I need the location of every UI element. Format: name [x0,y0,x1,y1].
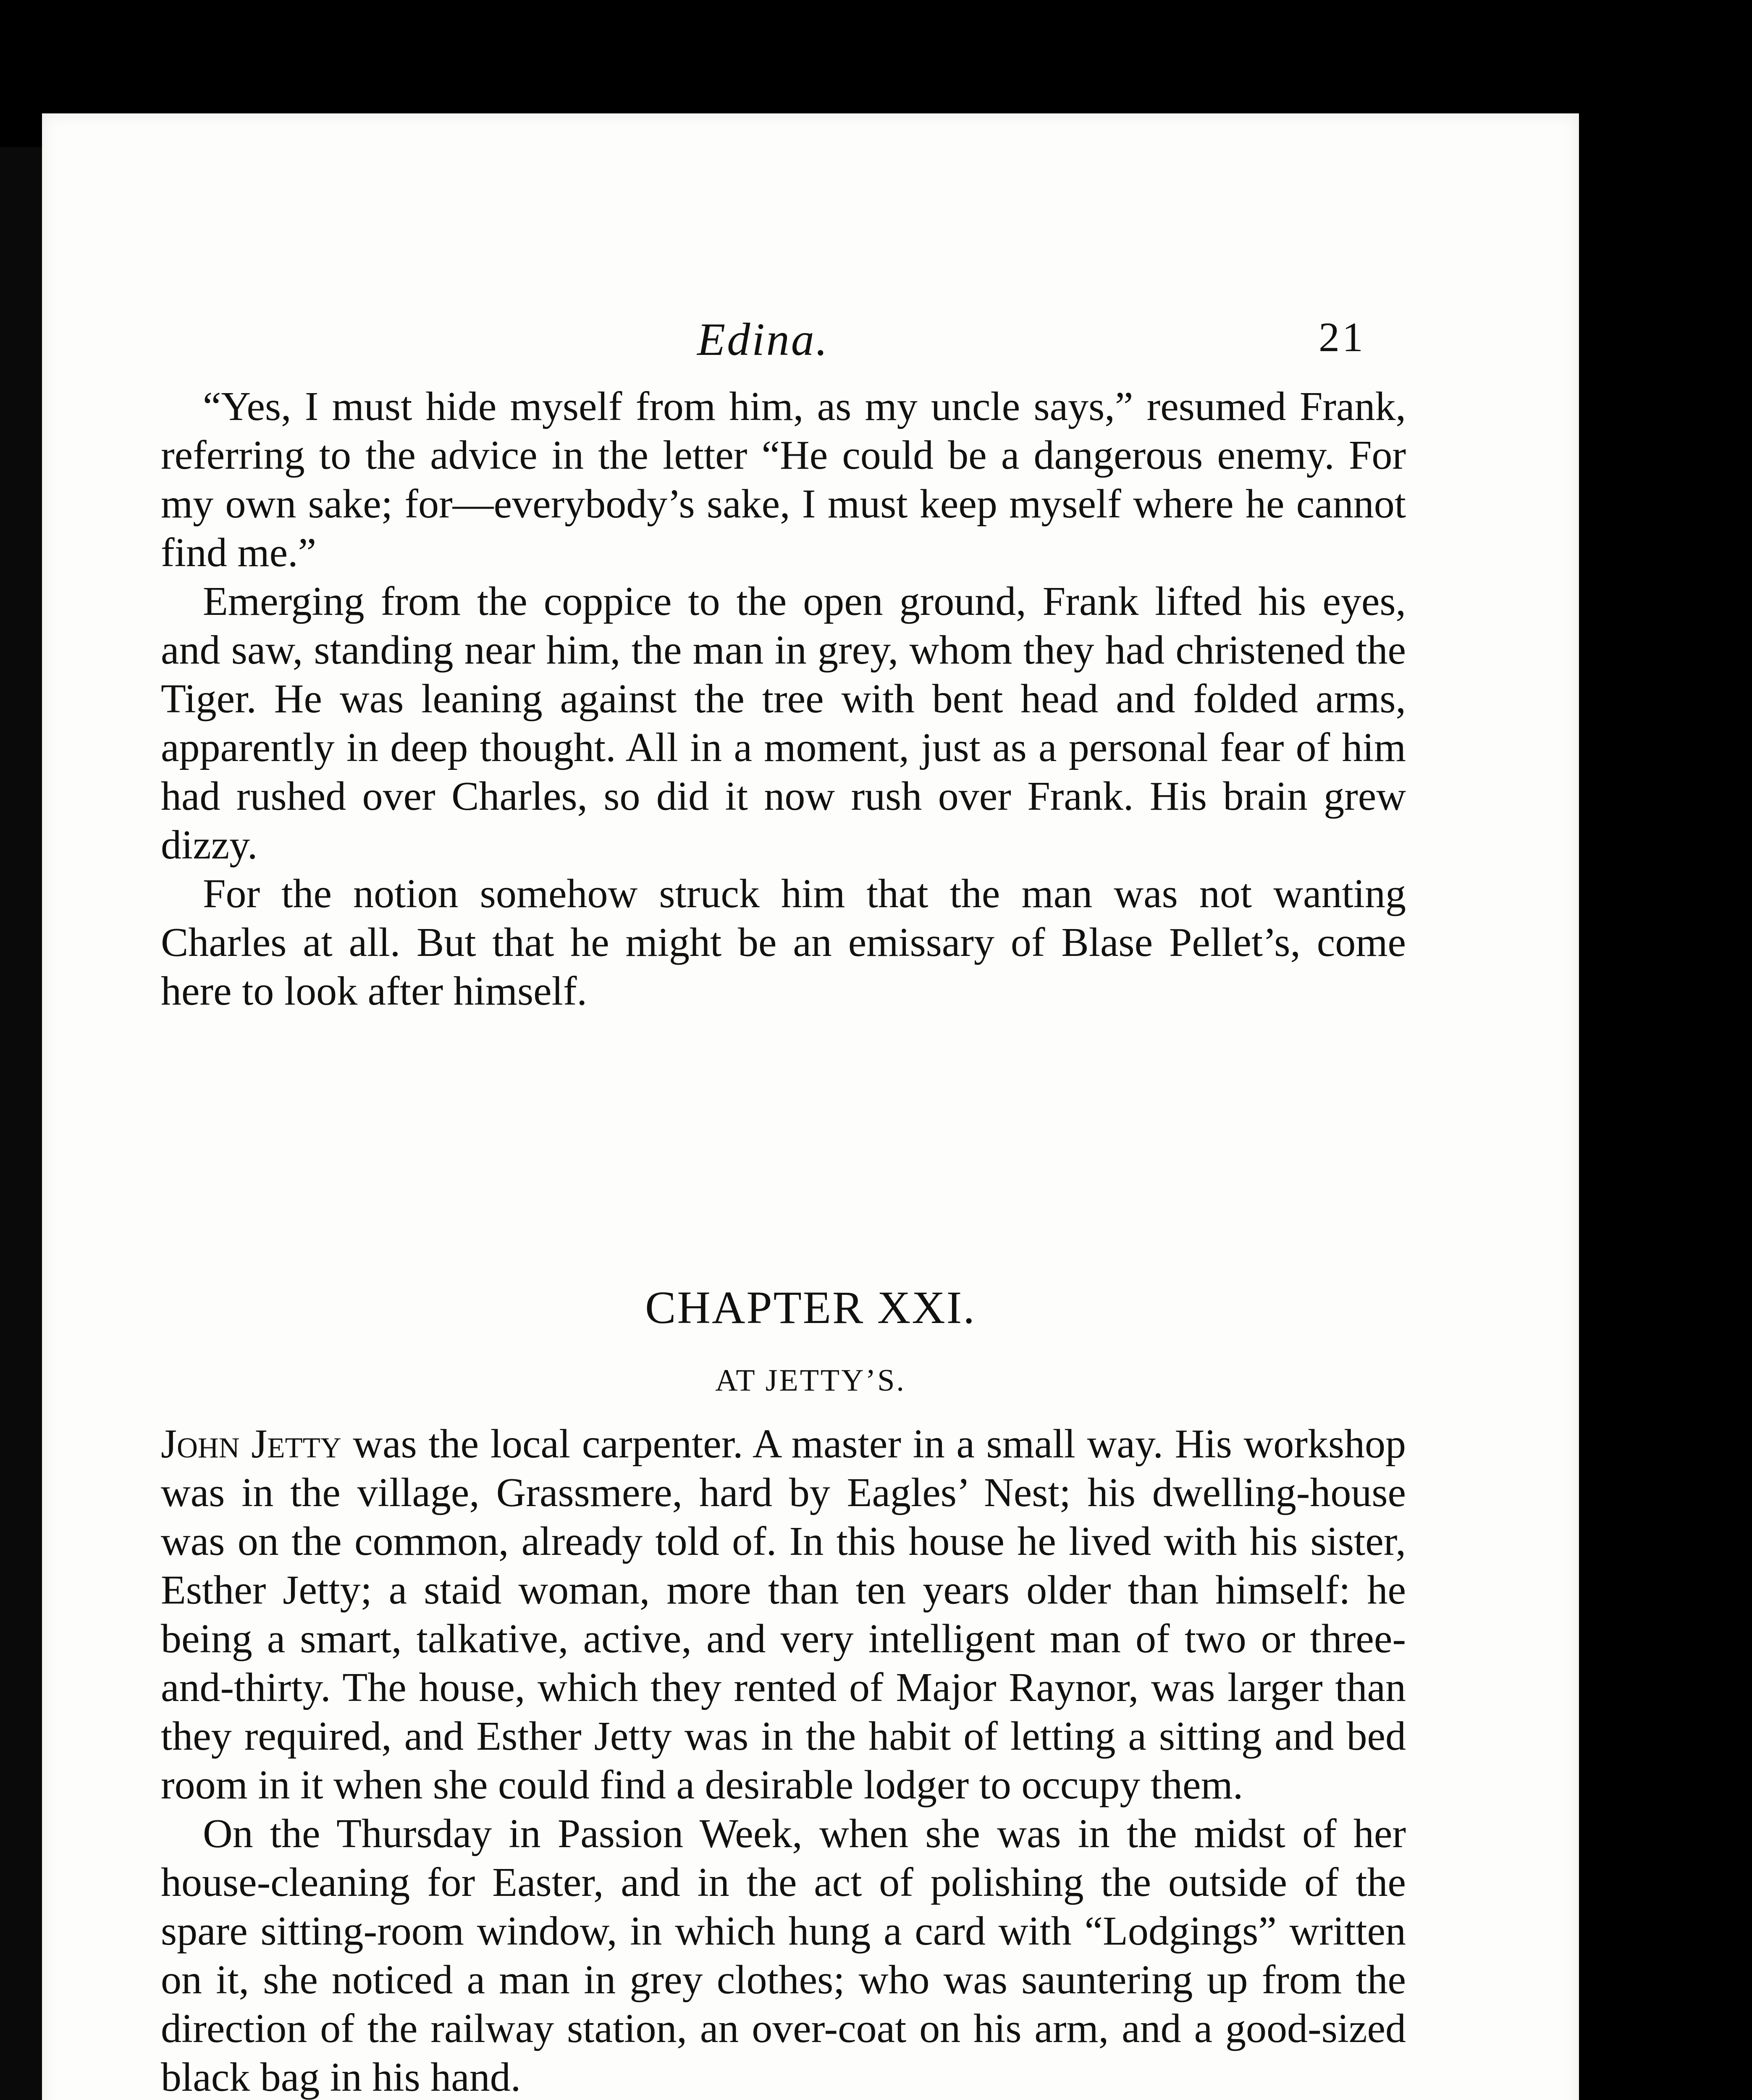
chapter-subtitle: AT JETTY’S. [715,1363,906,1398]
page-number: 21 [1319,314,1366,360]
paragraph: Emerging from the coppice to the open ground, Frank lifted his eyes, and saw, standing near him, the man in grey, whom they had christened the Tiger. He was leaning against the tree with bent head and folded arms, apparently in deep thought. All in a moment, just as a personal fear of him had rushed over Charles, so did it now rush over Frank. His brain grew dizzy. [161,579,1406,868]
running-head [42,313,1579,376]
adjacent-page-edge [0,147,45,2100]
text-block-bottom [161,1420,1406,2100]
paragraph: For the notion somehow struck him that the man was not wanting Charles at all. But that he might be an emissary of Blase Pellet’s, come here to look after himself. [161,871,1406,1014]
paragraph: On the Thursday in Passion Week, when she was in the midst of her house-cleaning for Easter, and in the act of polishing the outside of the spare sitting-room window, in which hung a card with “Lodgings” written on it, she noticed a man in grey clothes; who was sauntering up from the direction of the railway station, an over-coat on his arm, and a good-sized black bag in his hand. [161,1811,1406,2100]
opening-text: was the local carpenter. A master in a small way. His workshop was in the village, Grassmere, hard by Eagles’ Nest; his dwelling-house was on the common, already told of. In this house he lived with his sister, Esther Jetty; a staid woman, more than ten years older than himself: he being a smart, talkative, active, and very intelligent man of two or three-and-thirty. The house, which they rented of Major Raynor, was larger than they required, and Esther Jetty was in the habit of letting a sitting and bed room in it when she could find a desirable lodger to occupy them. [161,1421,1406,1808]
text-block-top [161,382,1406,1016]
book-page [42,113,1579,2100]
chapter-title: CHAPTER XXI. [645,1282,976,1333]
lead-name: John Jetty [161,1421,341,1467]
chapter-opening-paragraph [161,1420,1406,1809]
paragraph: “Yes, I must hide myself from him, as my uncle says,” resumed Frank, referring to the advice in the letter “He could be a dangerous enemy. For my own sake; for—everybody’s sake, I must keep myself where he cannot find me.” [161,384,1406,575]
running-title: Edina. [697,314,829,365]
